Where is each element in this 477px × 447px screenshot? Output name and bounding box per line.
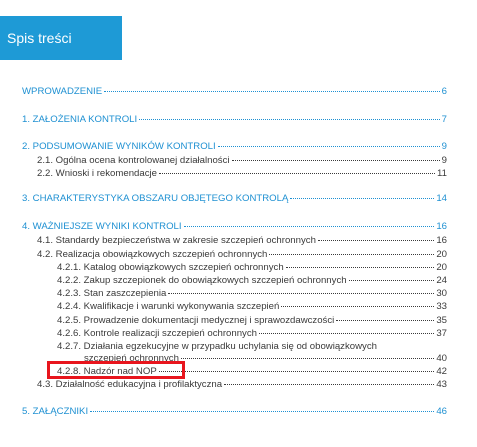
toc-entry-label: 4.2. Realizacja obowiązkowych szczepień ochronnych	[37, 249, 268, 260]
toc-page-number: 30	[436, 288, 447, 299]
toc-entry-label: WPROWADZENIE	[22, 86, 103, 97]
toc-entry-zakup[interactable]	[57, 275, 447, 286]
toc-page-number: 14	[436, 193, 447, 204]
section-title: Spis treści	[7, 30, 72, 46]
dot-leader	[218, 146, 440, 147]
dot-leader	[259, 333, 434, 334]
toc-entry-label: 4.2.6. Kontrole realizacji szczepień ochronnych	[57, 328, 257, 339]
toc-entry-label: 2.1. Ogólna ocena kontrolowanej działalności	[37, 155, 230, 166]
toc-entry-kwalifikacje[interactable]	[57, 301, 447, 312]
toc-page-number: 9	[441, 141, 447, 152]
dot-leader	[336, 320, 434, 321]
toc-entry-wazniejsze[interactable]	[22, 221, 447, 232]
toc-entry-label: 2.2. Wnioski i rekomendacje	[37, 168, 157, 179]
toc-entry-label: 4.2.8. Nadzór nad NOP	[57, 366, 157, 377]
toc-page-number: 33	[436, 301, 447, 312]
toc-page-number: 42	[436, 366, 447, 377]
toc-entry-kontrole[interactable]	[57, 328, 447, 339]
toc-entry-stan[interactable]	[57, 288, 447, 299]
toc-entry-label: 4.2.1. Katalog obowiązkowych szczepień ochronnych	[57, 262, 284, 273]
toc-page-number: 7	[441, 114, 447, 125]
toc-entry-wnioski[interactable]	[37, 168, 447, 179]
toc-page-number: 9	[441, 155, 447, 166]
toc-entry-realizacja[interactable]	[37, 249, 447, 260]
toc-entry-label: 4.2.2. Zakup szczepionek do obowiązkowych szczepień ochronnych	[57, 275, 347, 286]
toc-entry-label: 5. ZAŁĄCZNIKI	[22, 406, 89, 417]
toc-entry-charakterystyka[interactable]	[22, 193, 447, 204]
dot-leader	[224, 384, 434, 385]
toc-entry-label: 2. PODSUMOWANIE WYNIKÓW KONTROLI	[22, 141, 216, 152]
dot-leader	[184, 226, 435, 227]
toc-page-number: 24	[436, 275, 447, 286]
toc-entry-label: 4.2.5. Prowadzenie dokumentacji medycznej i sprawozdawczości	[57, 315, 335, 326]
toc-entry-ocena[interactable]	[37, 155, 447, 166]
toc-page-number: 20	[436, 262, 447, 273]
toc-page-number: 46	[436, 406, 447, 417]
dot-leader	[290, 198, 434, 199]
dot-leader	[349, 280, 435, 281]
toc-entry-label: 4.1. Standardy bezpieczeństwa w zakresie szczepień ochronnych	[37, 235, 316, 246]
toc-page-number: 37	[436, 328, 447, 339]
toc-entry-label: 4.2.3. Stan zaszczepienia	[57, 288, 167, 299]
dot-leader	[232, 160, 440, 161]
toc-entry-label: 4. WAŻNIEJSZE WYNIKI KONTROLI	[22, 221, 182, 232]
toc-page-number: 16	[436, 221, 447, 232]
toc-entry-wprowadzenie[interactable]	[22, 86, 447, 97]
toc-entry-label: szczepień ochronnych	[84, 353, 179, 364]
toc-entry-standardy[interactable]	[37, 235, 447, 246]
toc-entry-dzialania-line1[interactable]	[57, 341, 447, 352]
dot-leader	[90, 411, 434, 412]
dot-leader	[318, 240, 434, 241]
toc-page-number: 35	[436, 315, 447, 326]
toc-entry-dokumentacja[interactable]	[57, 315, 447, 326]
dot-leader	[104, 91, 440, 92]
toc-entry-edukacyjna[interactable]	[37, 379, 447, 390]
toc-page-number: 16	[436, 235, 447, 246]
dot-leader	[159, 371, 435, 372]
dot-leader	[168, 293, 434, 294]
toc-entry-katalog[interactable]	[57, 262, 447, 273]
highlight-box	[47, 361, 185, 379]
dot-leader	[181, 358, 434, 359]
dot-leader	[269, 254, 434, 255]
dot-leader	[286, 267, 435, 268]
dot-leader	[159, 173, 435, 174]
toc-entry-label: 3. CHARAKTERYSTYKA OBSZARU OBJĘTEGO KONTROLĄ	[22, 193, 289, 204]
toc-page-number: 6	[441, 86, 447, 97]
toc-entry-label: 4.2.7. Działania egzekucyjne w przypadku uchylania się od obowiązkowych	[57, 341, 377, 352]
toc-page-number: 40	[436, 353, 447, 364]
toc-entry-podsumowanie[interactable]	[22, 141, 447, 152]
toc-page-number: 11	[437, 168, 447, 179]
toc-entry-label: 4.3. Działalność edukacyjna i profilaktyczna	[37, 379, 223, 390]
toc-entry-label: 4.2.4. Kwalifikacje i warunki wykonywania szczepień	[57, 301, 280, 312]
toc-page-number: 20	[436, 249, 447, 260]
toc-entry-label: 1. ZAŁOŻENIA KONTROLI	[22, 114, 138, 125]
toc-entry-zalaczniki[interactable]	[22, 406, 447, 417]
dot-leader	[281, 306, 434, 307]
toc-page-number: 43	[436, 379, 447, 390]
toc-entry-zalozenia[interactable]	[22, 114, 447, 125]
dot-leader	[139, 119, 440, 120]
